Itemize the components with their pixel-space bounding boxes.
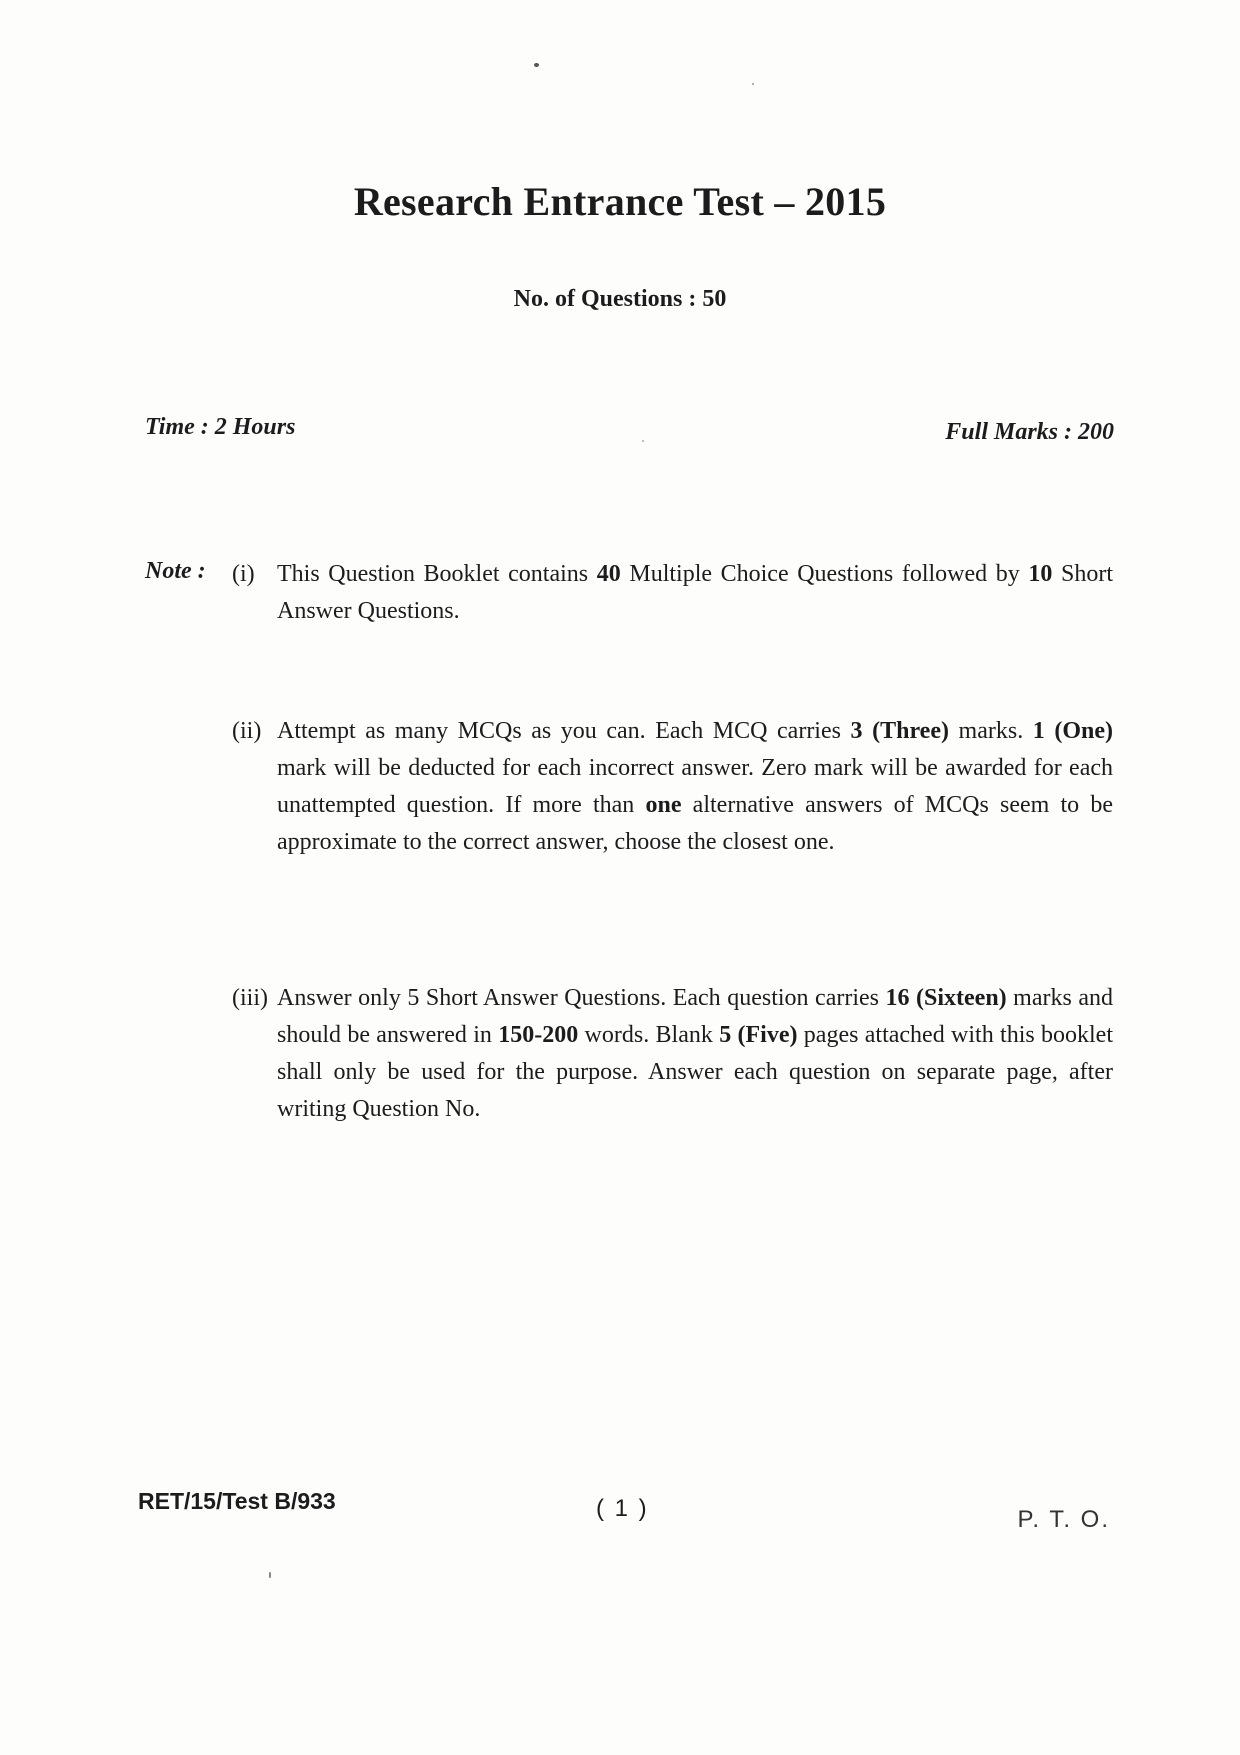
number-of-questions: No. of Questions : 50 bbox=[513, 286, 727, 312]
full-marks: Full Marks : 200 bbox=[945, 419, 1114, 445]
note-item-number: (i) bbox=[232, 561, 255, 587]
time-allowed: Time : 2 Hours bbox=[145, 414, 296, 440]
note-item-text: Answer only 5 Short Answer Questions. Each question carries 16 (Sixteen) marks and should be answered in 150-200 words. Blank 5 (Five) pages attached with this booklet shall only be used for the purpose. Answer each question on separate page, after writing Question No. bbox=[277, 985, 1114, 1122]
note-item-text: This Question Booklet contains 40 Multiple Choice Questions followed by 10 Short Answer Questions. bbox=[277, 561, 1113, 624]
scan-speck bbox=[269, 1572, 271, 1578]
scan-speck bbox=[642, 440, 644, 442]
scan-speck bbox=[534, 63, 539, 67]
note-item-number: (ii) bbox=[232, 718, 262, 744]
note-item-text: Attempt as many MCQs as you can. Each MCQ carries 3 (Three) marks. 1 (One) mark will be deducted for each incorrect answer. Zero mark will be awarded for each unattempted question. If more than one alternative answers of MCQs seem to be approximate to the correct answer, choose the closest one. bbox=[277, 718, 1114, 855]
note-item-number: (iii) bbox=[232, 985, 268, 1011]
note-label: Note : bbox=[145, 558, 206, 584]
booklet-code: RET/15/Test B/933 bbox=[138, 1488, 336, 1514]
page-title: Research Entrance Test – 2015 bbox=[353, 179, 887, 224]
please-turn-over: P. T. O. bbox=[1017, 1506, 1110, 1533]
page-number: ( 1 ) bbox=[596, 1495, 649, 1522]
scan-speck bbox=[752, 83, 754, 85]
